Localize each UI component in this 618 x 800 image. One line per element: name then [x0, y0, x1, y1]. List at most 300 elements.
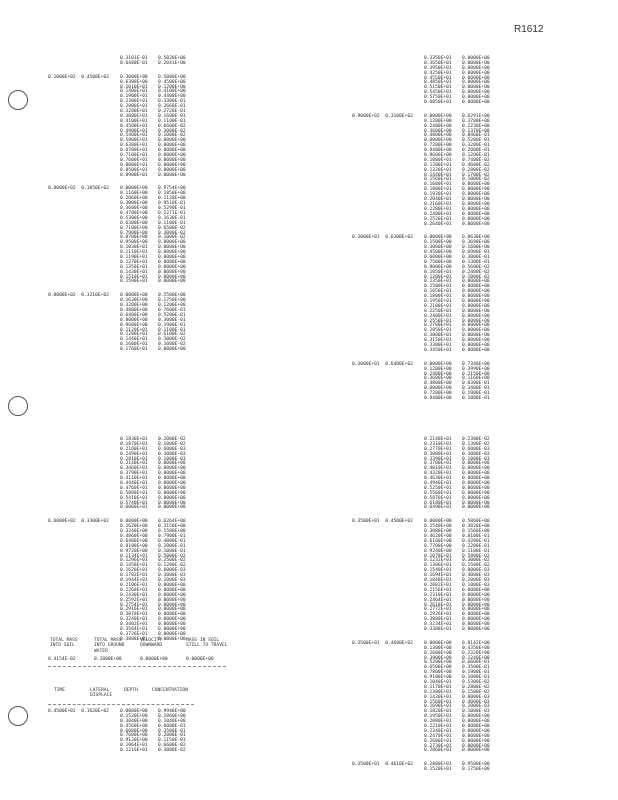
- concentration-value: 0.0000E+00: [462, 738, 490, 744]
- depth-value: 0.5400E+01: [120, 133, 148, 139]
- depth-value: 0.2600E+01: [424, 738, 452, 744]
- conc-header-concentration: CONCENTRATION: [152, 688, 188, 693]
- depth-value: 0.3888E+01: [120, 636, 148, 642]
- concentration-value: 0.3020E+00: [462, 524, 490, 530]
- concentration-value: 0.0000E+00: [462, 80, 490, 86]
- concentration-value: 0.0000E+00: [158, 279, 186, 285]
- depth-value: 0.1950E+01: [424, 714, 452, 720]
- concentration-value: 0.0000E+00: [462, 587, 490, 593]
- depth-value: 0.1900E+01: [120, 94, 148, 100]
- depth-value: 0.7200E+00: [424, 143, 452, 149]
- depth-value: 0.1050E+01: [424, 269, 452, 275]
- concentration-value: 0.0000E+00: [462, 461, 490, 467]
- depth-value: 0.1200E+01: [424, 162, 452, 168]
- summary-value-mass-groundwater: 0.2800E+00: [94, 657, 122, 662]
- concentration-value: 0.0000E+00: [462, 90, 490, 96]
- depth-value: 0.2860E+01: [424, 748, 452, 754]
- depth-value: 0.2550E+01: [424, 318, 452, 324]
- concentration-value: 0.6000E-03: [158, 568, 186, 574]
- depth-value: 0.1078E+01: [424, 553, 452, 559]
- group-label: 0.8000E+02 0.1050E+02: [48, 186, 109, 192]
- depth-value: 0.5300E+00: [120, 215, 148, 221]
- concentration-value: 0.0000E+00: [158, 143, 186, 149]
- depth-value: 0.2520E+01: [424, 216, 452, 222]
- depth-value: 0.2730E+01: [424, 743, 452, 749]
- depth-value: 0.4800E+00: [424, 381, 452, 387]
- concentration-value: 0.1630E-01: [158, 215, 186, 221]
- data-group: [352, 438, 500, 511]
- concentration-value: 0.0000E+00: [462, 617, 490, 623]
- depth-value: 0.6400E+00: [120, 312, 148, 318]
- depth-value: 0.3790E+01: [120, 471, 148, 477]
- group-label: 0.3500E+01 0.4500E+02: [352, 519, 413, 525]
- depth-value: 0.4500E+01: [120, 123, 148, 129]
- concentration-value: 0.4600E-02: [462, 162, 490, 168]
- depth-value: 0.1800E+01: [424, 187, 452, 193]
- concentration-value: 0.3000E-03: [158, 573, 186, 579]
- concentration-value: 0.1750E+00: [462, 767, 490, 773]
- printout-bottom-right: [352, 438, 500, 773]
- concentration-value: 0.1000E-01: [462, 396, 490, 401]
- depth-value: 0.8000E+01: [120, 162, 148, 168]
- concentration-value: 0.0000E+00: [158, 612, 186, 618]
- concentration-value: 0.0000E+00: [158, 259, 186, 265]
- concentration-value: 0.0000E+00: [158, 505, 186, 511]
- depth-value: 0.1694E+01: [424, 573, 452, 579]
- data-row: [48, 506, 196, 511]
- data-group: [48, 294, 196, 353]
- depth-value: 0.6300E+01: [120, 143, 148, 149]
- concentration-value: 0.0000E+00: [158, 264, 186, 270]
- concentration-value: 0.4350E+00: [462, 645, 490, 651]
- depth-value: 0.9720E+00: [120, 548, 148, 554]
- concentration-value: 0.2271E-01: [158, 210, 186, 216]
- depth-value: 0.5200E+00: [424, 660, 452, 666]
- concentration-value: 0.2000E-01: [462, 148, 490, 154]
- depth-value: 0.4320E+01: [424, 471, 452, 477]
- concentration-value: 0.0000E+00: [462, 211, 490, 217]
- depth-value: 0.1120E+01: [120, 327, 148, 333]
- concentration-value: 0.0000E+00: [158, 254, 186, 260]
- data-group: [48, 520, 196, 642]
- concentration-value: 0.0000E+00: [462, 75, 490, 81]
- depth-value: 0.2810E+01: [120, 456, 148, 462]
- concentration-value: 0.8460E-01: [462, 133, 490, 139]
- concentration-value: 0.0000E+00: [158, 269, 186, 275]
- depth-value: 0.1944E+01: [120, 578, 148, 584]
- depth-value: 0.4620E+00: [424, 534, 452, 540]
- concentration-value: 0.0000E+00: [462, 221, 490, 227]
- summary-value-mass-soil: 0.4154E-02: [48, 657, 76, 662]
- depth-value: 0.3600E+00: [424, 128, 452, 134]
- concentration-value: 0.1900E-01: [462, 670, 490, 676]
- concentration-value: 0.0000E+00: [462, 723, 490, 729]
- concentration-value: 0.0000E+00: [158, 485, 186, 491]
- concentration-value: 0.0000E+00: [462, 743, 490, 749]
- depth-value: 0.9120E+00: [120, 738, 148, 744]
- concentration-value: 0.4000E-01: [158, 538, 186, 544]
- depth-value: 0.2156E+01: [424, 587, 452, 593]
- concentration-value: 0.7600E-01: [158, 307, 186, 313]
- concentration-value: 0.0000E+00: [462, 728, 490, 734]
- depth-value: 0.2640E+01: [424, 221, 452, 227]
- concentration-value: 0.3000E-01: [462, 254, 490, 260]
- concentration-value: 0.0000E+00: [158, 245, 186, 251]
- depth-value: 0.1320E+01: [424, 167, 452, 173]
- concentration-value: 0.5600E-02: [462, 264, 490, 270]
- concentration-value: 0.0000E+00: [158, 597, 186, 603]
- concentration-value: 0.4500E+00: [158, 79, 186, 85]
- concentration-value: 0.4000E-03: [462, 573, 490, 579]
- depth-value: 0.1540E+01: [424, 568, 452, 574]
- depth-value: 0.0000E+00: [120, 186, 148, 192]
- depth-value: 0.7200E+00: [424, 391, 452, 397]
- concentration-value: 0.0000E+00: [462, 216, 490, 222]
- concentration-value: 0.1000E-03: [462, 582, 490, 588]
- punch-hole-top: [8, 90, 28, 110]
- depth-value: 0.1110E+01: [120, 250, 148, 256]
- depth-value: 0.8900E+01: [120, 172, 148, 178]
- depth-value: 0.3080E+01: [424, 617, 452, 623]
- depth-value: 0.1040E+01: [424, 679, 452, 685]
- group-label: 0.3500E+01 0.4600E+02: [352, 640, 413, 646]
- concentration-value: 0.0000E+00: [462, 505, 490, 511]
- depth-value: 0.3300E+01: [424, 342, 452, 348]
- depth-value: 0.3080E+00: [424, 529, 452, 535]
- concentration-value: 0.0000E+00: [462, 279, 490, 285]
- depth-value: 0.1200E+00: [424, 366, 452, 372]
- concentration-value: 0.1560E+00: [462, 529, 490, 535]
- depth-value: 0.1600E+01: [120, 342, 148, 348]
- concentration-value: 0.1000E-03: [158, 578, 186, 584]
- depth-value: 0.2770E+01: [424, 446, 452, 452]
- depth-value: 0.2850E+01: [424, 328, 452, 334]
- depth-value: 0.7100E+00: [120, 225, 148, 231]
- depth-value: 0.6500E+00: [424, 665, 452, 671]
- depth-value: 0.9000E+00: [424, 264, 452, 270]
- data-group: [352, 57, 500, 106]
- depth-value: 0.6490E+01: [424, 505, 452, 511]
- data-row: [352, 628, 500, 633]
- depth-value: 0.1280E+01: [120, 332, 148, 338]
- depth-value: 0.1300E+00: [424, 645, 452, 651]
- depth-value: 0.3650E+01: [424, 60, 452, 66]
- depth-value: 0.0000E+00: [120, 293, 148, 299]
- concentration-value: 0.0000E+00: [158, 622, 186, 628]
- depth-value: 0.4250E+01: [424, 70, 452, 76]
- concentration-value: 0.9754E+00: [158, 186, 186, 192]
- conc-header-lateral: LATERAL DISPLACE: [90, 688, 113, 699]
- depth-value: 0.2310E+01: [424, 592, 452, 598]
- depth-value: 0.2106E+01: [120, 582, 148, 588]
- concentration-value: 0.7400E-02: [462, 157, 490, 163]
- concentration-value: 0.0000E+00: [462, 284, 490, 290]
- concentration-value: 0.3400E-01: [462, 386, 490, 392]
- depth-value: 0.6180E+01: [424, 500, 452, 506]
- conc-row: [48, 749, 196, 754]
- concentration-value: 0.0000E+00: [462, 597, 490, 603]
- concentration-value: 0.0000E+00: [158, 274, 186, 280]
- depth-value: 0.2268E+01: [120, 587, 148, 593]
- concentration-value: 0.3150E+00: [158, 524, 186, 530]
- punch-hole-bottom: [8, 706, 28, 726]
- concentration-value: 0.0000E+00: [462, 294, 490, 300]
- depth-value: 0.5410E+01: [120, 495, 148, 501]
- concentration-value: 0.3500E-01: [158, 728, 186, 734]
- concentration-value: 0.5020E+00: [158, 56, 186, 61]
- concentration-value: 0.9500E+00: [462, 762, 490, 768]
- depth-value: 0.0000E+00: [424, 640, 452, 646]
- data-row: [48, 62, 196, 67]
- concentration-value: 0.1000E-02: [462, 274, 490, 280]
- concentration-value: 0.1100E-01: [158, 220, 186, 226]
- concentration-value: 0.9940E+00: [158, 709, 186, 714]
- depth-value: 0.2926E+01: [424, 612, 452, 618]
- depth-value: 0.5870E+01: [424, 495, 452, 501]
- concentration-value: 0.1000E-02: [158, 133, 186, 139]
- depth-value: 0.2470E+01: [424, 733, 452, 739]
- concentration-value: 0.1120E+00: [158, 196, 186, 202]
- concentration-value: 0.1000E-02: [158, 342, 186, 348]
- depth-value: 0.1350E+01: [120, 264, 148, 270]
- depth-value: 0.4940E+01: [424, 481, 452, 487]
- depth-value: 0.3040E+00: [120, 718, 148, 724]
- concentration-value: 0.0000E+00: [462, 95, 490, 101]
- concentration-value: 0.0000E+00: [462, 500, 490, 506]
- concentration-value: 0.0000E+00: [462, 182, 490, 188]
- data-group: [48, 76, 196, 179]
- depth-value: 0.1080E+01: [424, 157, 452, 163]
- concentration-value: 0.0000E+00: [462, 592, 490, 598]
- data-row: [352, 349, 500, 354]
- depth-value: 0.3000E+00: [424, 245, 452, 251]
- depth-value: 0.2280E+01: [424, 206, 452, 212]
- concentration-value: 0.3000E-02: [158, 230, 186, 236]
- depth-value: 0.9600E+00: [424, 153, 452, 159]
- depth-value: 0.1500E+00: [424, 240, 452, 246]
- depth-value: 0.6160E+00: [424, 538, 452, 544]
- concentration-value: 0.7348E+00: [462, 361, 490, 367]
- depth-value: 0.6060E+01: [120, 505, 148, 511]
- concentration-value: 0.1580E+00: [158, 529, 186, 535]
- depth-value: 0.0000E+00: [424, 113, 452, 119]
- concentration-value: 0.0000E+00: [158, 500, 186, 506]
- concentration-value: 0.3800E-02: [158, 748, 186, 754]
- page-id: R1612: [514, 24, 544, 35]
- concentration-value: 0.0000E+00: [462, 308, 490, 314]
- concentration-value: 0.0000E+00: [158, 157, 186, 163]
- summary-header-mass-groundwater: TOTAL MASS INTO GROUND WATER: [94, 638, 125, 654]
- data-row: [352, 506, 500, 511]
- concentration-value: 0.4000E-03: [462, 699, 490, 705]
- depth-value: 0.1160E+00: [120, 191, 148, 197]
- concentration-value: 0.1700E-02: [462, 172, 490, 178]
- concentration-value: 0.0000E+00: [158, 607, 186, 613]
- concentration-value: 0.0000E+00: [462, 748, 490, 754]
- concentration-value: 0.0000E+00: [158, 617, 186, 623]
- depth-value: 0.3600E+00: [424, 376, 452, 382]
- depth-value: 0.6480E-01: [120, 60, 148, 66]
- data-row: [352, 397, 500, 402]
- concentration-value: 0.2230E+00: [462, 123, 490, 129]
- concentration-value: 0.1200E-01: [462, 153, 490, 159]
- concentration-value: 0.0000E+00: [462, 342, 490, 348]
- summary-header-velocity: VELOCITY DOWNWARD: [140, 638, 163, 649]
- depth-value: 0.6480E+00: [120, 538, 148, 544]
- concentration-value: 0.0000E+00: [462, 466, 490, 472]
- depth-value: 0.2800E+01: [120, 104, 148, 110]
- depth-value: 0.1782E+01: [120, 573, 148, 579]
- depth-value: 0.2300E+01: [120, 99, 148, 105]
- depth-value: 0.1200E+01: [424, 274, 452, 280]
- depth-value: 0.3726E+01: [120, 631, 148, 637]
- depth-value: 0.2160E+01: [424, 201, 452, 207]
- depth-value: 0.8400E+00: [424, 148, 452, 154]
- depth-value: 0.1510E+01: [120, 274, 148, 280]
- data-row: [48, 280, 196, 285]
- concentration-value: 0.5200E-01: [158, 312, 186, 318]
- concentration-value: 0.0000E+00: [158, 461, 186, 467]
- concentration-value: 0.0000E+00: [158, 167, 186, 173]
- concentration-value: 0.0000E+00: [462, 197, 490, 203]
- concentration-value: 0.8000E-03: [462, 694, 490, 700]
- concentration-value: 0.0000E+00: [462, 490, 490, 496]
- depth-value: 0.2002E+01: [424, 582, 452, 588]
- depth-value: 0.3140E+01: [120, 461, 148, 467]
- depth-value: 0.0000E+00: [120, 709, 148, 714]
- concentration-value: 0.5200E-01: [462, 138, 490, 144]
- depth-value: 0.1820E+01: [424, 709, 452, 715]
- depth-value: 0.2490E+01: [120, 451, 148, 457]
- concentration-value: 0.0000E+00: [462, 206, 490, 212]
- depth-value: 0.2800E+01: [424, 762, 452, 768]
- depth-value: 0.4800E+00: [120, 307, 148, 313]
- concentration-value: 0.0000E+00: [158, 172, 186, 178]
- summary-divider: [48, 666, 226, 667]
- concentration-value: 0.0000E+00: [462, 298, 490, 304]
- depth-value: 0.3600E+01: [120, 113, 148, 119]
- group-label: 0.9000E+02 0.3100E+02: [352, 113, 413, 119]
- depth-value: 0.5800E+01: [120, 138, 148, 144]
- concentration-value: 0.0000E+00: [158, 582, 186, 588]
- conc-label: 0.4500E+02 0.1620E+02: [48, 709, 109, 714]
- depth-value: 0.3460E+01: [120, 466, 148, 472]
- depth-value: 0.1300E+01: [424, 689, 452, 695]
- depth-value: 0.4010E+01: [424, 466, 452, 472]
- concentration-value: 0.2800E-02: [462, 167, 490, 173]
- concentration-value: 0.5000E+00: [158, 74, 186, 80]
- concentration-value: 0.0000E+00: [158, 162, 186, 168]
- depth-value: 0.3402E+01: [120, 622, 148, 628]
- depth-value: 0.4700E+00: [120, 210, 148, 216]
- concentration-value: 0.0000E+00: [462, 323, 490, 329]
- concentration-value: 0.0000E+00: [462, 60, 490, 66]
- depth-value: 0.2100E+01: [424, 303, 452, 309]
- depth-value: 0.1458E+01: [120, 563, 148, 569]
- data-row: [352, 101, 500, 106]
- depth-value: 0.3450E+01: [424, 347, 452, 353]
- concentration-value: 0.1000E-03: [462, 456, 490, 462]
- depth-value: 0.2080E+01: [424, 719, 452, 725]
- concentration-value: 0.0000E+00: [462, 714, 490, 720]
- concentration-value: 0.7900E-01: [158, 534, 186, 540]
- concentration-value: 0.1750E+00: [158, 298, 186, 304]
- depth-value: 0.1134E+01: [120, 553, 148, 559]
- depth-value: 0.2600E+00: [424, 650, 452, 656]
- depth-value: 0.1386E+01: [424, 563, 452, 569]
- concentration-value: 0.2200E-01: [462, 543, 490, 549]
- concentration-value: 0.5000E-02: [158, 553, 186, 559]
- depth-value: 0.4560E+00: [120, 723, 148, 729]
- depth-value: 0.4860E+00: [120, 534, 148, 540]
- depth-value: 0.1430E+01: [120, 269, 148, 275]
- concentration-value: 0.1900E-01: [462, 391, 490, 397]
- depth-value: 0.3200E+01: [120, 109, 148, 115]
- depth-value: 0.2310E+01: [424, 441, 452, 447]
- summary-value-velocity: 0.0000E+00: [140, 657, 168, 662]
- depth-value: 0.2250E+01: [424, 308, 452, 314]
- concentration-value: 0.0000E+00: [158, 138, 186, 144]
- concentration-value: 0.1600E+00: [462, 245, 490, 251]
- concentration-value: 0.0000E+00: [462, 622, 490, 628]
- data-group: [352, 236, 500, 353]
- concentration-value: 0.6600E-02: [158, 123, 186, 129]
- concentration-value: 0.3700E+00: [462, 118, 490, 124]
- concentration-value: 0.6900E-01: [462, 250, 490, 256]
- depth-value: 0.4850E+01: [424, 80, 452, 86]
- concentration-value: 0.1100E-01: [158, 118, 186, 124]
- concentration-value: 0.3990E+00: [462, 366, 490, 372]
- depth-value: 0.5150E+01: [424, 85, 452, 91]
- concentration-value: 0.0000E+00: [158, 495, 186, 501]
- concentration-value: 0.6500E-02: [158, 225, 186, 231]
- depth-value: 0.1848E+01: [424, 578, 452, 584]
- concentration-value: 0.1000E-01: [158, 548, 186, 554]
- depth-value: 0.1270E+01: [120, 259, 148, 265]
- depth-value: 0.6000E+00: [424, 138, 452, 144]
- depth-value: 0.4900E+01: [120, 128, 148, 134]
- depth-value: 0.1170E+01: [424, 684, 452, 690]
- depth-value: 0.7100E+01: [120, 153, 148, 159]
- concentration-value: 0.1200E-02: [158, 563, 186, 569]
- depth-value: 0.0000E+00: [120, 519, 148, 525]
- depth-value: 0.1064E+01: [120, 743, 148, 749]
- depth-value: 0.4110E+01: [120, 476, 148, 482]
- depth-value: 0.1620E+00: [120, 524, 148, 530]
- concentration-value: 0.1150E-01: [158, 738, 186, 744]
- depth-value: 0.3388E+01: [424, 626, 452, 632]
- punch-hole-middle: [8, 396, 28, 416]
- depth-value: 0.4800E+00: [424, 133, 452, 139]
- concentration-value: 0.5290E-01: [158, 206, 186, 212]
- depth-value: 0.2772E+01: [424, 607, 452, 613]
- data-group: [352, 520, 500, 632]
- depth-value: 0.2916E+01: [120, 607, 148, 613]
- depth-value: 0.4100E+01: [120, 118, 148, 124]
- depth-value: 0.7800E+00: [424, 670, 452, 676]
- concentration-value: 0.0000E+00: [158, 587, 186, 593]
- concentration-value: 0.6100E-02: [158, 332, 186, 338]
- depth-value: 0.2400E+01: [424, 313, 452, 319]
- concentration-value: 0.8100E-01: [462, 534, 490, 540]
- concentration-value: 0.9510E-01: [158, 201, 186, 207]
- concentration-value: 0.6000E-01: [158, 723, 186, 729]
- depth-value: 0.1010E+01: [120, 84, 148, 90]
- depth-value: 0.1590E+01: [120, 279, 148, 285]
- concentration-value: 0.1040E+00: [158, 718, 186, 724]
- depth-value: 0.1560E+01: [424, 699, 452, 705]
- concentration-value: 0.0000E+00: [158, 471, 186, 477]
